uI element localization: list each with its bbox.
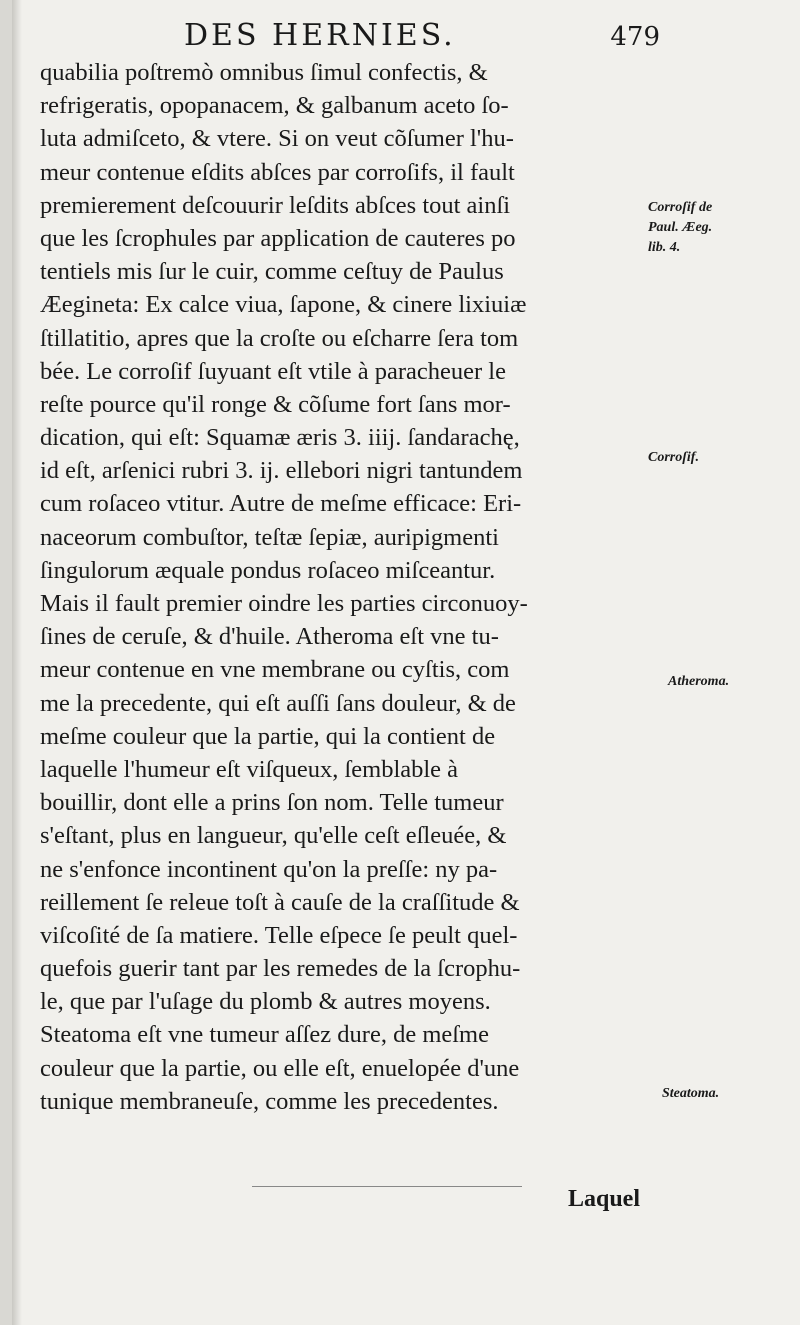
text-line: tentiels mis ſur le cuir, comme ceſtuy de Paulus [40, 258, 504, 286]
page-gutter-shadow [12, 0, 22, 1325]
bottom-rule [252, 1186, 522, 1187]
margin-notes [648, 0, 798, 1325]
text-line: me la precedente, qui eſt auſſi ſans douleur, & de [40, 689, 516, 717]
text-line: id eſt, arſenici rubri 3. ij. ellebori nigri tantundem [40, 457, 523, 485]
page-number: 479 [610, 22, 660, 52]
text-line: ſingulorum æquale pondus roſaceo miſceantur. [40, 556, 496, 584]
text-line: Mais il fault premier oindre les parties circonuoy- [40, 590, 528, 617]
text-line: luta admiſceto, & vtere. Si on veut cõſumer l'hu- [40, 125, 514, 153]
margin-note-atheroma [668, 672, 729, 692]
text-line: refrigeratis, opopanacem, & galbanum aceto ſo- [40, 92, 509, 120]
text-line: Æegineta: Ex calce viua, ſapone, & cinere lixiuiæ [40, 291, 527, 319]
running-title: DES HERNIES. [184, 18, 456, 53]
text-line: reſte pource qu'il ronge & cõſume fort ſans mor- [40, 390, 511, 418]
text-line: dication, qui eſt: Squamæ æris 3. iiij. ſandarachę, [40, 424, 520, 452]
text-line: le, que par l'uſage du plomb & autres moyens. [40, 988, 491, 1016]
text-line: que les ſcrophules par application de cauteres po [40, 224, 516, 252]
text-line: s'eſtant, plus en langueur, qu'elle ceſt eſleuée, & [40, 822, 507, 850]
text-line: laquelle l'humeur eſt viſqueux, ſemblable à [40, 755, 459, 783]
text-line: bouillir, dont elle a prins ſon nom. Telle tumeur [40, 789, 504, 817]
text-line: tunique membraneuſe, comme les precedentes. [40, 1087, 499, 1115]
text-line: meſme couleur que la partie, qui la contient de [40, 722, 496, 750]
text-line: quabilia poſtremò omnibus ſimul confectis, & [40, 59, 488, 86]
text-line: Steatoma eſt vne tumeur aſſez dure, de meſme [40, 1021, 489, 1049]
margin-note-corrosif-paul [648, 198, 712, 258]
catchword: Laquel [567, 1186, 640, 1212]
margin-note-steatoma [662, 1084, 719, 1104]
margin-note-line: lib. 4. [648, 240, 681, 255]
text-line: ſines de ceruſe, & d'huile. Atheroma eſt vne tu- [40, 623, 499, 651]
text-line: reillement ſe releue toſt à cauſe de la craſſitude & [40, 888, 520, 916]
page-header [172, 12, 672, 52]
margin-note-line: Corroſif. [648, 450, 699, 465]
text-line: cum roſaceo vtitur. Autre de meſme efficace: Eri- [40, 490, 522, 518]
text-line: premierement deſcouurir leſdits abſces tout ainſi [40, 191, 511, 219]
text-line: couleur que la partie, ou elle eſt, enuelopée d'une [40, 1054, 520, 1082]
body-text [40, 56, 640, 1118]
text-line: meur contenue eſdits abſces par corroſifs, il fault [40, 158, 515, 186]
margin-note-line: Steatoma. [662, 1086, 720, 1101]
margin-note-line: Corroſif de [648, 200, 713, 215]
text-line: ne s'enfonce incontinent qu'on la preſſe: ny pa- [40, 855, 498, 883]
margin-note-corrosif [648, 448, 699, 468]
text-line: meur contenue en vne membrane ou cyſtis, com [40, 656, 510, 684]
text-line: quefois guerir tant par les remedes de la ſcrophu- [40, 955, 521, 983]
text-line: bée. Le corroſif ſuyuant eſt vtile à paracheuer le [40, 357, 506, 385]
text-line: naceorum combuſtor, teſtæ ſepiæ, auripigmenti [40, 523, 499, 551]
margin-note-line: Paul. Æeg. [648, 220, 713, 235]
text-line: viſcoſité de ſa matiere. Telle eſpece ſe peult quel- [40, 921, 518, 949]
text-line: ſtillatitio, apres que la croſte ou eſcharre ſera tom [40, 324, 519, 352]
margin-note-line: Atheroma. [668, 674, 730, 689]
